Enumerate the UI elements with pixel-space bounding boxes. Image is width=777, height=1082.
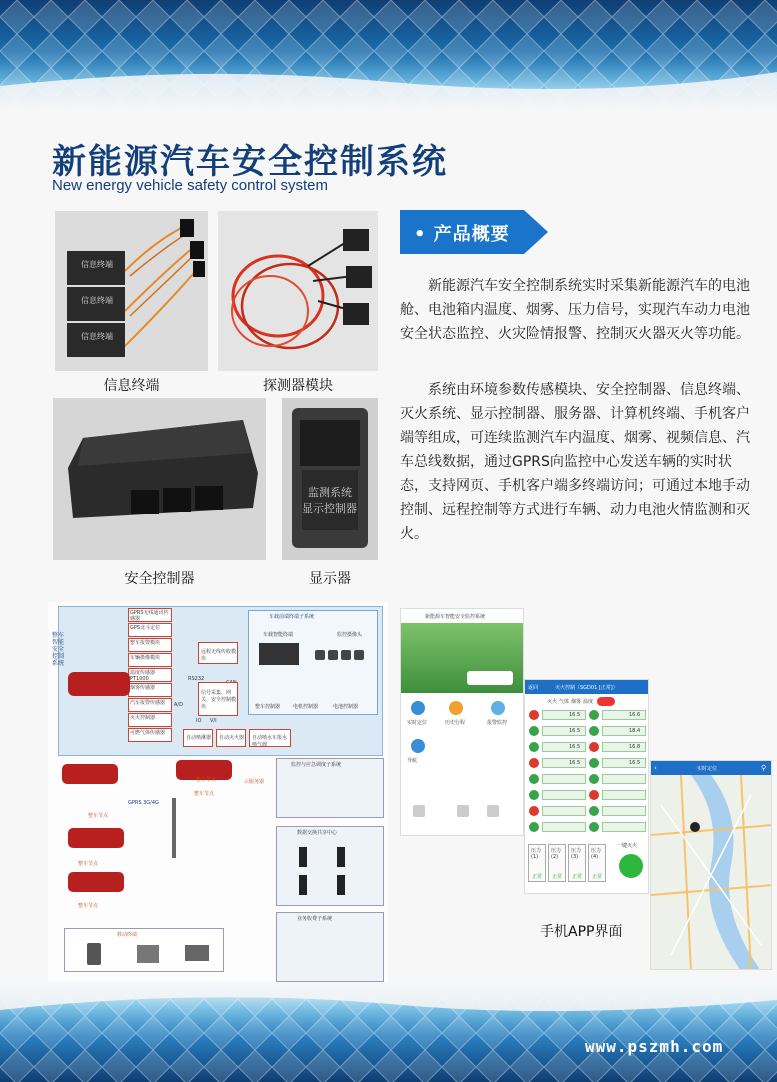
control-column-header: 灭火 xyxy=(547,699,558,705)
display-caption: 显示器 xyxy=(309,571,351,587)
app-icon-grid xyxy=(401,693,523,773)
sensor-cell xyxy=(542,806,586,816)
app-feature-label[interactable]: 实时定位 xyxy=(407,720,428,726)
one-key-extinguish-label: 一键灭火 xyxy=(617,843,638,849)
app-icon-tile[interactable] xyxy=(413,805,425,817)
fire-status-icon[interactable] xyxy=(529,710,539,720)
info-terminal-caption: 信息终端 xyxy=(103,378,160,394)
sensor-cell xyxy=(602,790,646,800)
app-feature-icon[interactable] xyxy=(411,739,425,753)
vi-label: V/I xyxy=(210,718,217,724)
pressure-status: 正常 xyxy=(552,874,563,880)
remote-module-box xyxy=(198,642,238,664)
control-title: 灭火控制（SGD01 [正常]） xyxy=(555,685,618,691)
dispatch-label: 监控与应急调度子系统 xyxy=(291,762,342,768)
node-bus xyxy=(68,828,124,848)
node-label: 整车节点 xyxy=(88,813,109,819)
control-grid xyxy=(525,710,648,840)
node-label: 整车节点 xyxy=(194,791,215,797)
pressure-label: 压力(3) xyxy=(571,848,582,860)
pressure-card[interactable] xyxy=(528,844,546,882)
temperature-reading: 16.8 xyxy=(629,744,641,750)
sensor-cell xyxy=(542,790,586,800)
gateway-module-label: 信号采集、网关、安全控制模块 xyxy=(201,690,237,710)
pressure-label: 压力(4) xyxy=(591,848,602,860)
node-label: 整车节点 xyxy=(78,861,99,867)
fire-status-icon[interactable] xyxy=(589,774,599,784)
sensor-cell xyxy=(542,822,586,832)
sprinkler-box xyxy=(183,729,213,747)
app-icon-tile[interactable] xyxy=(457,805,469,817)
control-column-headers xyxy=(525,694,648,710)
node-label: 整车节点 xyxy=(196,777,217,783)
safety-controller-caption: 安全控制器 xyxy=(124,571,195,587)
remote-module-label: 远程无线传收模块 xyxy=(201,649,237,662)
water-valve-box xyxy=(249,729,291,747)
terminal-label-1: 信息终端 xyxy=(81,260,113,269)
mobile-terminal-box xyxy=(64,928,224,972)
overview-heading xyxy=(400,210,548,254)
sensor-cell xyxy=(602,822,646,832)
sensor-module-box: 可燃气体传感器 xyxy=(128,728,172,742)
temperature-reading: 16.5 xyxy=(569,712,581,718)
sensor-cell xyxy=(602,774,646,784)
pressure-status: 正常 xyxy=(532,874,543,880)
vehicle-terminal-title: 车载前端终端子系统 xyxy=(269,614,315,620)
monitor-camera-label: 监控摄像头 xyxy=(337,632,363,638)
temperature-reading: 16.5 xyxy=(569,728,581,734)
back-button[interactable]: 返回 xyxy=(528,685,539,691)
ad-label: A/D xyxy=(174,702,183,708)
temperature-reading: 16.5 xyxy=(629,760,641,766)
top-decorative-band xyxy=(0,0,777,112)
overview-heading-text: • 产品概要 xyxy=(414,224,510,245)
fire-status-icon[interactable] xyxy=(589,758,599,768)
io-label: IO xyxy=(196,718,202,724)
business-subsystem xyxy=(276,912,384,982)
pressure-label: 压力(1) xyxy=(531,848,542,860)
node-bus xyxy=(68,872,124,892)
app-icon-tile[interactable] xyxy=(487,805,499,817)
app-map-screen xyxy=(650,760,772,970)
sprinkler-label: 自动喷淋器 xyxy=(186,735,212,741)
gprs-label: GPRS 3G/4G xyxy=(128,800,159,806)
vehicle-terminal-sub: 车载智能终端 xyxy=(263,632,294,638)
fire-status-icon[interactable] xyxy=(529,742,539,752)
pressure-card[interactable] xyxy=(588,844,606,882)
extinguisher-box xyxy=(216,729,246,747)
control-column-header: 温度 xyxy=(583,699,594,705)
dispatch-subsystem xyxy=(276,758,384,818)
map-view[interactable] xyxy=(651,775,772,970)
gateway-module-box xyxy=(198,682,238,716)
display-photo xyxy=(282,398,378,560)
business-label: 业务收费子系统 xyxy=(297,916,333,922)
system-architecture-diagram xyxy=(48,602,388,982)
mobile-terminal-label: 移动终端 xyxy=(117,932,138,938)
app-feature-icon[interactable] xyxy=(491,701,505,715)
sensor-module-box: 车辆摄像模块 xyxy=(128,653,172,667)
display-screen-text-2: 显示控制器 xyxy=(302,502,357,515)
app-fire-control-screen xyxy=(524,679,649,894)
toggle-switch[interactable] xyxy=(597,697,615,706)
vehicle-terminal-device xyxy=(259,643,299,665)
website-url[interactable]: www.pszmh.com xyxy=(585,1037,724,1056)
safety-controller-photo xyxy=(53,398,266,560)
fire-status-icon[interactable] xyxy=(529,790,539,800)
signal-tower xyxy=(172,798,176,858)
fire-status-icon[interactable] xyxy=(589,822,599,832)
fire-status-icon[interactable] xyxy=(589,742,599,752)
temperature-reading: 16.5 xyxy=(569,760,581,766)
fire-status-icon[interactable] xyxy=(529,726,539,736)
sensor-cell xyxy=(542,774,586,784)
temperature-reading: 16.5 xyxy=(569,744,581,750)
page-subtitle: New energy vehicle safety control system xyxy=(52,177,328,194)
cloud-label: 云服务器 xyxy=(244,779,265,785)
map-title: 实时定位 xyxy=(697,766,718,772)
rs232-label-a: RS232 xyxy=(188,676,205,682)
pressure-status: 正常 xyxy=(572,874,583,880)
app-caption: 手机APP界面 xyxy=(540,924,623,940)
search-icon[interactable]: ⚲ xyxy=(761,764,767,772)
pressure-row xyxy=(525,840,648,888)
app-banner xyxy=(401,623,523,693)
overview-paragraph-2: 系统由环境参数传感模块、安全控制器、信息终端、灭火系统、显示控制器、服务器、计算机终端、手机客户端等组成，可连续监测汽车内温度、烟雾、视频信息、汽车总线数据，通过GPRS向监控中心发送车辆的实时状态，支持网页、手机客户端多终端访问；可通过本地手动控制、远程控制等方式进行车辆、动力电池火情监测和灭火。 xyxy=(400,382,750,542)
overview-paragraph-1: 新能源汽车安全控制系统实时采集新能源汽车的电池舱、电池箱内温度、烟雾、压力信号，实现汽车动力电池安全状态监控、火灾险情报警、控制灭火器灭火等功能。 xyxy=(400,278,750,342)
app-feature-label[interactable]: 报警监控 xyxy=(487,720,508,726)
sensor-module-box: GPS北斗定位 xyxy=(128,623,172,637)
data-center xyxy=(276,826,384,906)
app-main-header xyxy=(401,609,523,623)
detector-module-caption: 探测器模块 xyxy=(263,378,333,394)
pressure-card[interactable] xyxy=(568,844,586,882)
sensor-module-list xyxy=(128,608,172,743)
control-header xyxy=(525,680,648,694)
detector-module-photo xyxy=(218,211,378,371)
display-screen-text-1: 监测系统 xyxy=(308,486,352,499)
control-column-header: 气体 xyxy=(559,699,570,705)
data-center-label: 数据交换共享中心 xyxy=(297,830,338,836)
fire-status-icon[interactable] xyxy=(529,758,539,768)
bottom-decorative-band xyxy=(0,982,777,1082)
info-terminal-photo xyxy=(55,211,208,371)
pressure-card[interactable] xyxy=(548,844,566,882)
temperature-reading: 18.4 xyxy=(629,728,641,734)
terminal-label-3: 信息终端 xyxy=(81,332,113,341)
diagram-side-label: 整车智能安全控制系统 xyxy=(52,632,65,667)
fire-status-icon[interactable] xyxy=(589,726,599,736)
device-label-1: 整车控制器 xyxy=(255,704,281,710)
fire-status-icon[interactable] xyxy=(529,822,539,832)
sensor-module-box: 汽车报警传感器 xyxy=(128,698,172,712)
app-feature-icon[interactable] xyxy=(411,701,425,715)
sensor-module-box: GPRS无线通讯传感器 xyxy=(128,608,172,622)
app-main-title: 新能源车智能安全监控系统 xyxy=(425,614,486,620)
bus-illustration xyxy=(68,672,130,696)
sensor-module-box: 烟雾传感器 xyxy=(128,683,172,697)
fire-status-icon[interactable] xyxy=(529,806,539,816)
node-label: 整车节点 xyxy=(78,903,99,909)
map-header xyxy=(651,761,771,775)
map-back-icon[interactable]: ‹ xyxy=(654,764,657,772)
fire-status-icon[interactable] xyxy=(589,806,599,816)
page-title: 新能源汽车安全控制系统 xyxy=(52,142,448,182)
pressure-label: 压力(2) xyxy=(551,848,562,860)
water-valve-label: 自动喷水车报水喷气阀 xyxy=(252,735,288,748)
extinguisher-label: 自动灭火器 xyxy=(219,735,245,741)
device-label-3: 电池控制器 xyxy=(333,704,359,710)
app-feature-label[interactable]: 历史行程 xyxy=(445,720,466,726)
app-main-screen xyxy=(400,608,524,836)
device-label-2: 电机控制器 xyxy=(293,704,319,710)
sensor-cell xyxy=(602,806,646,816)
sensor-module-box: 温度传感器PT1000 xyxy=(128,668,172,682)
fire-status-icon[interactable] xyxy=(589,790,599,800)
app-icon-row-2 xyxy=(411,805,515,821)
vehicle-terminal-subsystem xyxy=(248,610,378,715)
pressure-status: 正常 xyxy=(592,874,603,880)
sensor-module-box: 灭火控制器 xyxy=(128,713,172,727)
control-column-header: 烟雾 xyxy=(571,699,582,705)
camera-row xyxy=(315,645,371,657)
temperature-reading: 16.6 xyxy=(629,712,641,718)
one-key-extinguish-button[interactable] xyxy=(619,854,643,878)
app-feature-icon[interactable] xyxy=(449,701,463,715)
node-bus xyxy=(62,764,118,784)
fire-status-icon[interactable] xyxy=(589,710,599,720)
sensor-module-box: 整车报警模块 xyxy=(128,638,172,652)
app-feature-label[interactable]: 导航 xyxy=(407,758,418,764)
fire-status-icon[interactable] xyxy=(529,774,539,784)
terminal-label-2: 信息终端 xyxy=(81,296,113,305)
